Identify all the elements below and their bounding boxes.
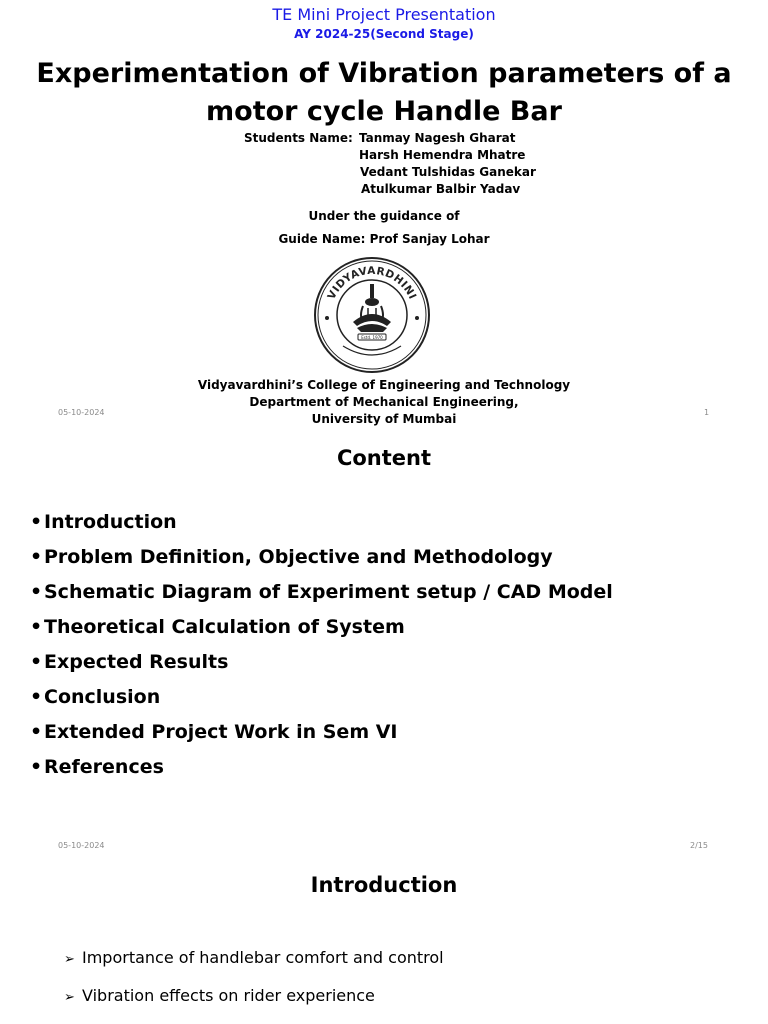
header-subtitle: AY 2024-25(Second Stage)	[294, 27, 474, 41]
slide-date: 05-10-2024	[58, 408, 105, 417]
content-heading: Content	[336, 446, 432, 470]
list-item: ➢ Vibration effects on rider experience	[64, 986, 375, 1005]
list-item: •Conclusion	[30, 682, 613, 717]
project-title-line-2: motor cycle Handle Bar	[206, 96, 562, 127]
bullet-icon: •	[30, 686, 43, 708]
college-name: Vidyavardhini’s College of Engineering and Technology	[197, 378, 571, 392]
department-name: Department of Mechanical Engineering,	[249, 395, 519, 409]
list-item: •References	[30, 752, 613, 787]
college-logo	[313, 256, 431, 374]
bullet-icon: •	[30, 756, 43, 778]
header-title: TE Mini Project Presentation	[272, 5, 496, 24]
list-item: •Schematic Diagram of Experiment setup / CAD Model	[30, 577, 613, 612]
student-name: Atulkumar Balbir Yadav	[361, 182, 521, 196]
content-list	[30, 507, 613, 787]
list-item: •Theoretical Calculation of System	[30, 612, 613, 647]
seal-text-top: VIDYAVARDHINI	[325, 264, 419, 302]
list-item: ➢ Importance of handlebar comfort and control	[64, 948, 444, 967]
guide-name: Guide Name: Prof Sanjay Lohar	[278, 232, 490, 246]
project-title-line-1: Experimentation of Vibration parameters of a	[36, 58, 732, 89]
list-item: •Introduction	[30, 507, 613, 542]
guidance-label: Under the guidance of	[308, 209, 460, 223]
introduction-heading: Introduction	[310, 873, 458, 897]
bullet-icon: •	[30, 616, 43, 638]
vidyavardhini-seal-icon	[313, 256, 431, 374]
bullet-icon: •	[30, 581, 43, 603]
arrow-bullet-icon: ➢	[64, 952, 75, 967]
slide-number: 2/15	[690, 841, 708, 850]
list-item: •Expected Results	[30, 647, 613, 682]
bullet-icon: •	[30, 546, 43, 568]
project-title	[0, 55, 768, 131]
student-name: Harsh Hemendra Mhatre	[359, 148, 526, 162]
bullet-icon: •	[30, 651, 43, 673]
university-name: University of Mumbai	[311, 412, 457, 426]
seal-established: Estd. 1970	[361, 335, 383, 340]
bullet-icon: •	[30, 511, 43, 533]
bullet-icon: •	[30, 721, 43, 743]
student-name: Vedant Tulshidas Ganekar	[360, 165, 536, 179]
arrow-bullet-icon: ➢	[64, 990, 75, 1005]
list-item: •Extended Project Work in Sem VI	[30, 717, 613, 752]
list-item: •Problem Definition, Objective and Methodology	[30, 542, 613, 577]
slide-date: 05-10-2024	[58, 841, 105, 850]
students-label: Students Name:	[244, 131, 353, 145]
student-name: Tanmay Nagesh Gharat	[359, 131, 516, 145]
slide-number: 1	[704, 408, 710, 417]
